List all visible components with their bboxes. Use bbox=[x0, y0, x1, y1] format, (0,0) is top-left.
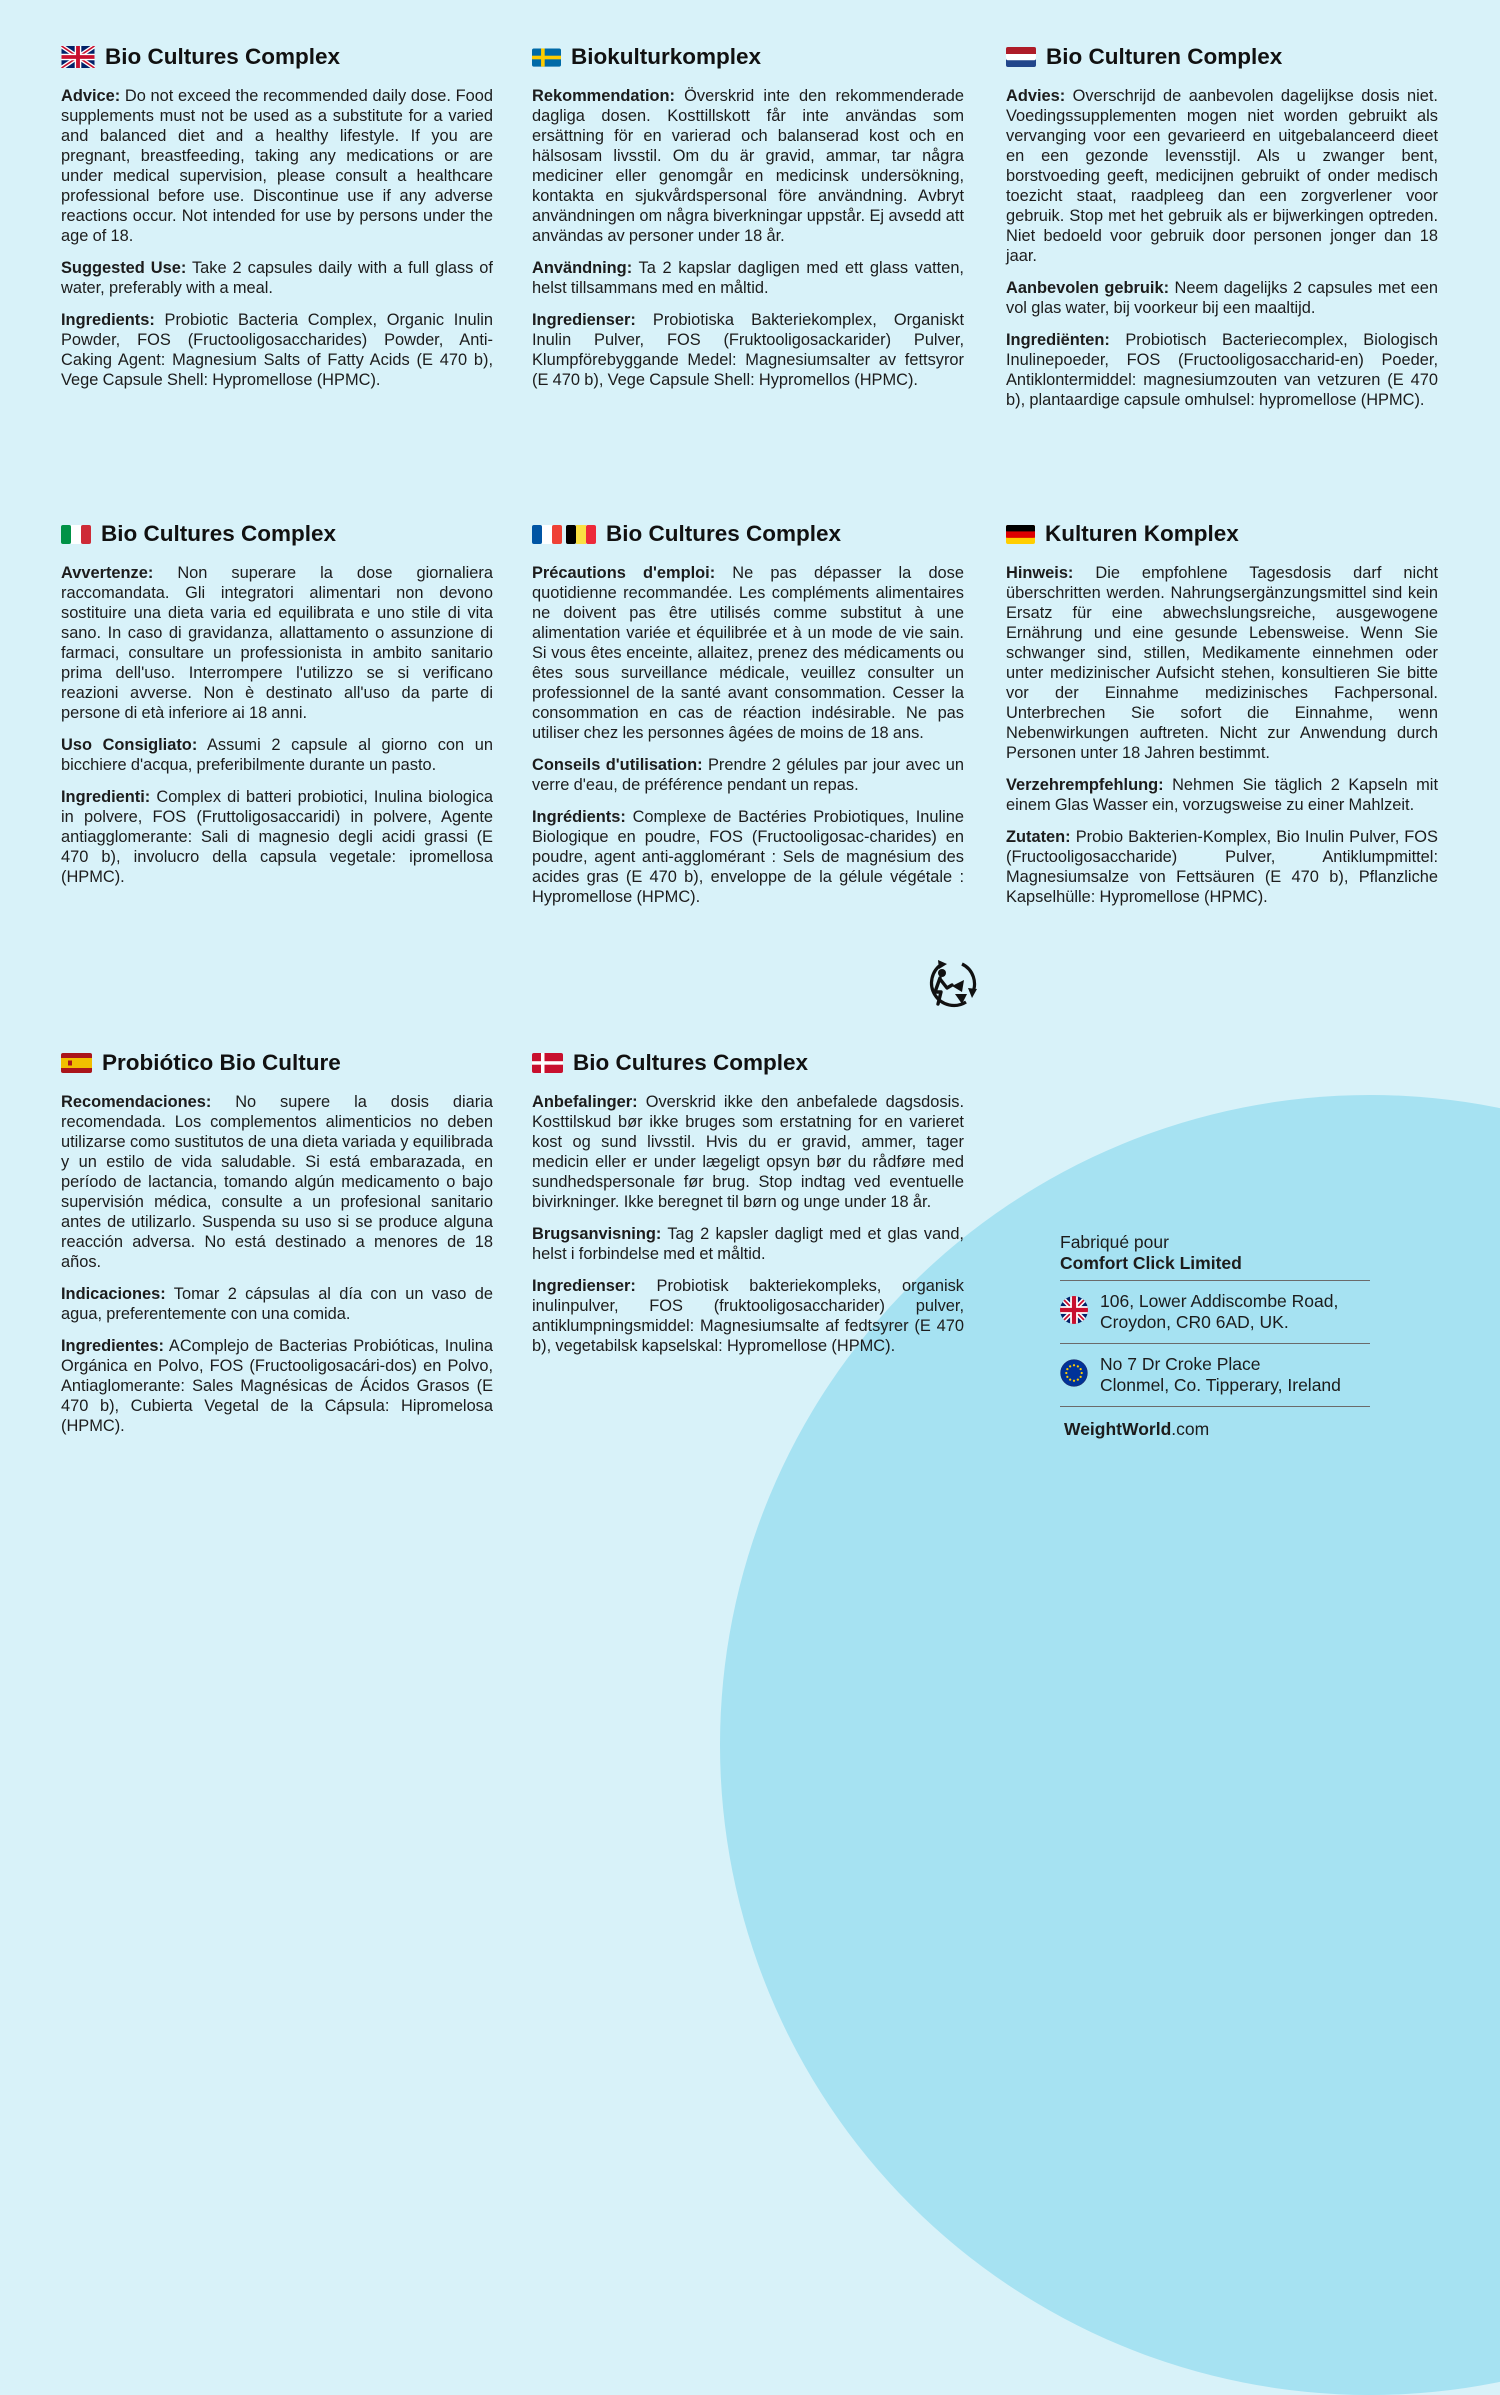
company-name: Comfort Click Limited bbox=[1060, 1253, 1242, 1273]
advice-paragraph bbox=[61, 563, 493, 723]
use-text: Nehmen Sie täglich 2 Kapseln mit einem Glas Wasser ein, vorzugsweise zu einer Mahlzeit. bbox=[1006, 776, 1438, 814]
eu-address bbox=[1060, 1344, 1370, 1406]
ingredients-text: Probiotiska Bakteriekomplex, Organiskt Inulin Pulver, FOS (Fruktooligosackarider) Pulver, Klumpförebyggande Medel: Magnesiumsalter av fettsyror (E 470 b), Vege Capsule Shell: Hypromellos (HPMC). bbox=[532, 311, 964, 389]
uk-flag-round-icon bbox=[1060, 1296, 1088, 1329]
use-paragraph bbox=[61, 1284, 493, 1324]
title-text: Probiótico Bio Culture bbox=[102, 1050, 341, 1075]
manufacturer-block bbox=[1060, 1232, 1370, 1440]
use-text: Tag 2 kapsler dagligt med et glas vand, helst i forbindelse med et måltid. bbox=[532, 1225, 964, 1263]
use-text: Prendre 2 gélules par jour avec un verre d'eau, de préférence pendant un repas. bbox=[532, 756, 964, 794]
section-danish bbox=[532, 1048, 964, 1368]
section-spanish bbox=[61, 1048, 493, 1448]
uk-address-line1: 106, Lower Addiscombe Road, bbox=[1100, 1291, 1339, 1311]
advice-text: Ne pas dépasser la dose quotidienne recommandée. Les compléments alimentaires ne doivent pas être utilisés comme substitut à une alimentation variée et équilibrée et à un mode de vie sain. Si vous êtes enceinte, allaitez, prenez des médicaments ou êtes sous surveillance médicale, veuillez consulter un professionnel de la santé avant consommation. Cesser la consommation en cas de réaction indésirable. Ne pas utiliser chez les personnes âgées de moins de 18 ans. bbox=[532, 564, 964, 742]
section-title bbox=[532, 519, 964, 549]
ingredients-text: AComplejo de Bacterias Probióticas, Inulina Orgánica en Polvo, FOS (Fructooligosacári-dos) en Polvo, Antiaglomerante: Sales Magnésicas de Ácidos Grasos (E 470 b), Cubierta Vegetal de la Cápsula: Hipromelosa (HPMC). bbox=[61, 1337, 493, 1435]
advice-text: Do not exceed the recommended daily dose. Food supplements must not be used as a substitute for a varied and balanced diet and a healthy lifestyle. If you are pregnant, breastfeeding, taking any medications or are under medical supervision, please consult a healthcare professional before use. Discontinue use if any adverse reactions occur. Not intended for use by persons under the age of 18. bbox=[61, 87, 493, 245]
section-title bbox=[532, 42, 964, 72]
sweden-flag-icon bbox=[532, 48, 561, 67]
use-text: Ta 2 kapslar dagligen med ett glass vatten, helst tillsammans med en måltid. bbox=[532, 259, 964, 297]
ingredients-text: Probiotisch Bacteriecomplex, Biologisch Inulinepoeder, FOS (Fructooligosaccharid-en) Poeder, Antiklontermiddel: magnesiumzouten van vetzuren (E 470 b), plantaardige capsule omhulsel: hypromellose (HPMC). bbox=[1006, 331, 1438, 409]
made-for-label: Fabriqué pour bbox=[1060, 1232, 1169, 1252]
use-text: Tomar 2 cápsulas al día con un vaso de agua, preferentemente con una comida. bbox=[61, 1285, 493, 1323]
use-label: Uso Consigliato: bbox=[61, 736, 198, 754]
ingredients-label: Ingredients: bbox=[61, 311, 155, 329]
section-english bbox=[61, 42, 493, 402]
advice-label: Advice: bbox=[61, 87, 121, 105]
ingredients-label: Ingredienti: bbox=[61, 788, 151, 806]
ingredients-paragraph bbox=[532, 310, 964, 390]
title-text: Bio Cultures Complex bbox=[105, 44, 341, 69]
advice-label: Rekommendation: bbox=[532, 87, 675, 105]
title-text: Bio Cultures Complex bbox=[606, 521, 842, 546]
eu-flag-round-icon bbox=[1060, 1359, 1088, 1392]
ingredients-label: Ingrédients: bbox=[532, 808, 626, 826]
advice-text: Överskrid inte den rekommenderade dagliga dosen. Kosttillskott får inte användas som ersättning för en varierad och balanserad kost och en hälsosam livsstil. Om du är gravid, ammar, tar några mediciner eller genomgår en medicinsk undersökning, kontakta en sjukvårdspersonal före användning. Avbryt användningen om några biverkningar uppstår. Ej avsedd att användas av personer under 18 år. bbox=[532, 87, 964, 245]
ingredients-label: Ingredienser: bbox=[532, 311, 636, 329]
title-text: Bio Cultures Complex bbox=[101, 521, 337, 546]
ingredients-paragraph bbox=[61, 787, 493, 887]
advice-paragraph bbox=[1006, 86, 1438, 266]
ingredients-text: Probiotisk bakteriekompleks, organisk inulinpulver, FOS (fruktooligosaccharider) pulver, antiklumpningsmiddel: Magnesiumsalte af fedtsyrer (E 470 b), vegetabilsk kapselskal: Hypromellose (HPMC). bbox=[532, 1277, 964, 1355]
site-domain: .com bbox=[1171, 1419, 1210, 1439]
uk-flag-icon bbox=[61, 46, 95, 68]
ingredients-text: Probio Bakterien-Komplex, Bio Inulin Pulver, FOS (Fructooligosaccharide) Pulver, Antiklumpmittel: Magnesiumsalze von Fettsäuren (E 470 b), Pflanzliche Kapselhülle: Hypromellose (HPMC). bbox=[1006, 828, 1438, 906]
section-german bbox=[1006, 519, 1438, 919]
use-label: Verzehrempfehlung: bbox=[1006, 776, 1164, 794]
ingredients-text: Probiotic Bacteria Complex, Organic Inulin Powder, FOS (Fructooligosaccharides) Powder, Anti-Caking Agent: Magnesium Salts of Fatty Acids (E 470 b), Vege Capsule Shell: Hypromellose (HPMC). bbox=[61, 311, 493, 389]
advice-paragraph bbox=[532, 86, 964, 246]
ingredients-paragraph bbox=[61, 1336, 493, 1436]
advice-paragraph bbox=[1006, 563, 1438, 763]
use-label: Suggested Use: bbox=[61, 259, 187, 277]
germany-flag-icon bbox=[1006, 525, 1035, 544]
section-title bbox=[1006, 519, 1438, 549]
use-label: Indicaciones: bbox=[61, 1285, 166, 1303]
advice-label: Avvertenze: bbox=[61, 564, 154, 582]
use-label: Brugsanvisning: bbox=[532, 1225, 662, 1243]
advice-label: Anbefalinger: bbox=[532, 1093, 638, 1111]
uk-address bbox=[1060, 1281, 1370, 1343]
advice-text: Die empfohlene Tagesdosis darf nicht überschritten werden. Nahrungsergänzungsmittel sind kein Ersatz für eine abwechslungsreiche, ausgewogene Ernährung und eine gesunde Lebensweise. Wenn Sie schwanger sind, stillen, Medikamente einnehmen oder unter medizinischer Aufsicht stehen, konsultieren Sie bitte vor der Einnahme medizinisches Fachpersonal. Unterbrechen Sie sofort die Einnahme, wenn Nebenwirkungen auftreten. Nicht zur Anwendung durch Personen unter 18 Jahren bestimmt. bbox=[1006, 564, 1438, 762]
site-name-bold: WeightWorld bbox=[1064, 1419, 1172, 1439]
ingredients-text: Complex di batteri probiotici, Inulina biologica in polvere, FOS (Fruttoligosaccaridi) in polvere, Agente antiagglomerante: Sali di magnesio degli acidi grassi (E 470 b), involucro della capsula vegetale: ipromellosa (HPMC). bbox=[61, 788, 493, 886]
ingredients-paragraph bbox=[532, 807, 964, 907]
advice-text: No supere la dosis diaria recomendada. Los complementos alimenticios no deben utilizarse como sustitutos de una dieta variada y equilibrada y un estilo de vida saludable. Si está embarazada, en período de lactancia, tomando algún medicamento o bajo supervisión médica, consulte a un profesional sanitario antes de utilizarlo. Suspenda su uso si se produce alguna reacción adversa. No está destinado a menores de 18 años. bbox=[61, 1093, 493, 1271]
france-belgium-flag-icon bbox=[532, 525, 596, 544]
advice-paragraph bbox=[532, 1092, 964, 1212]
section-italian bbox=[61, 519, 493, 899]
denmark-flag-icon bbox=[532, 1053, 563, 1073]
advice-text: Non superare la dose giornaliera raccomandata. Gli integratori alimentari non devono sostituire una dieta varia ed equilibrata e uno stile di vita sano. In caso di gravidanza, allattamento o assunzione di farmaci, consultare un professionista in ambito sanitario prima dell'uso. Interrompere l'utilizzo se si verificano reazioni avverse. Non è destinato all'uso da parte di persone di età inferiore ai 18 anni. bbox=[61, 564, 493, 722]
section-french bbox=[532, 519, 964, 919]
ingredients-paragraph bbox=[61, 310, 493, 390]
advice-paragraph bbox=[61, 1092, 493, 1272]
section-title bbox=[61, 42, 493, 72]
use-paragraph bbox=[532, 258, 964, 298]
eu-address-line1: No 7 Dr Croke Place bbox=[1100, 1354, 1261, 1374]
website-link[interactable] bbox=[1060, 1407, 1370, 1440]
ingredients-paragraph bbox=[532, 1276, 964, 1356]
ingredients-label: Zutaten: bbox=[1006, 828, 1071, 846]
use-paragraph bbox=[1006, 775, 1438, 815]
section-title bbox=[61, 519, 493, 549]
advice-label: Recomendaciones: bbox=[61, 1093, 212, 1111]
use-paragraph bbox=[1006, 278, 1438, 318]
advice-text: Overskrid ikke den anbefalede dagsdosis. Kosttilskud bør ikke bruges som erstatning for en varieret kost og sund livsstil. Hvis du er gravid, ammer, tager medicin eller er under lægeligt opsyn bør du rådføre med sundhedspersonale før brug. Stop indtag ved eventuelle bivirkninger. Ikke beregnet til børn og unge under 18 år. bbox=[532, 1093, 964, 1211]
title-text: Bio Culturen Complex bbox=[1046, 44, 1283, 69]
advice-label: Advies: bbox=[1006, 87, 1066, 105]
ingredients-paragraph bbox=[1006, 827, 1438, 907]
section-title bbox=[61, 1048, 493, 1078]
title-text: Biokulturkomplex bbox=[571, 44, 762, 69]
advice-paragraph bbox=[532, 563, 964, 743]
eu-address-line2: Clonmel, Co. Tipperary, Ireland bbox=[1100, 1375, 1341, 1395]
section-dutch bbox=[1006, 42, 1438, 422]
ingredients-label: Ingredientes: bbox=[61, 1337, 164, 1355]
use-text: Take 2 capsules daily with a full glass of water, preferably with a meal. bbox=[61, 259, 493, 297]
use-paragraph bbox=[61, 735, 493, 775]
triman-recycle-icon bbox=[922, 958, 978, 1012]
ingredients-paragraph bbox=[1006, 330, 1438, 410]
section-title bbox=[532, 1048, 964, 1078]
use-text: Neem dagelijks 2 capsules met een vol glas water, bij voorkeur bij een maaltijd. bbox=[1006, 279, 1438, 317]
advice-label: Hinweis: bbox=[1006, 564, 1074, 582]
ingredients-text: Complexe de Bactéries Probiotiques, Inuline Biologique en poudre, FOS (Fructooligosac-charides) en poudre, agent anti-agglomérant : Sels de magnésium des acides gras (E 470 b), enveloppe de la gélule végétale : Hypromellose (HPMC). bbox=[532, 808, 964, 906]
advice-label: Précautions d'emploi: bbox=[532, 564, 716, 582]
use-paragraph bbox=[532, 1224, 964, 1264]
netherlands-flag-icon bbox=[1006, 47, 1036, 67]
section-swedish bbox=[532, 42, 964, 402]
use-label: Användning: bbox=[532, 259, 633, 277]
section-title bbox=[1006, 42, 1438, 72]
use-text: Assumi 2 capsule al giorno con un bicchiere d'acqua, preferibilmente durante un pasto. bbox=[61, 736, 493, 774]
advice-paragraph bbox=[61, 86, 493, 246]
spain-flag-icon bbox=[61, 1053, 92, 1073]
use-label: Conseils d'utilisation: bbox=[532, 756, 703, 774]
italy-flag-icon bbox=[61, 525, 91, 544]
title-text: Bio Cultures Complex bbox=[573, 1050, 809, 1075]
use-paragraph bbox=[532, 755, 964, 795]
ingredients-label: Ingredienser: bbox=[532, 1277, 636, 1295]
advice-text: Overschrijd de aanbevolen dagelijkse dosis niet. Voedingssupplementen mogen niet worden gebruikt als vervanging voor een gevarieerd en uitgebalanceerd dieet en een gezonde levensstijl. Als u zwanger bent, borstvoeding geeft, medicijnen gebruikt of onder medisch toezicht staat, raadpleeg dan een zorgverlener voor gebruik. Stop met het gebruik als er bijwerkingen optreden. Niet bedoeld voor gebruik door personen jonger dan 18 jaar. bbox=[1006, 87, 1438, 265]
use-label: Aanbevolen gebruik: bbox=[1006, 279, 1170, 297]
ingredients-label: Ingrediënten: bbox=[1006, 331, 1110, 349]
title-text: Kulturen Komplex bbox=[1045, 521, 1239, 546]
use-paragraph bbox=[61, 258, 493, 298]
uk-address-line2: Croydon, CR0 6AD, UK. bbox=[1100, 1312, 1289, 1332]
